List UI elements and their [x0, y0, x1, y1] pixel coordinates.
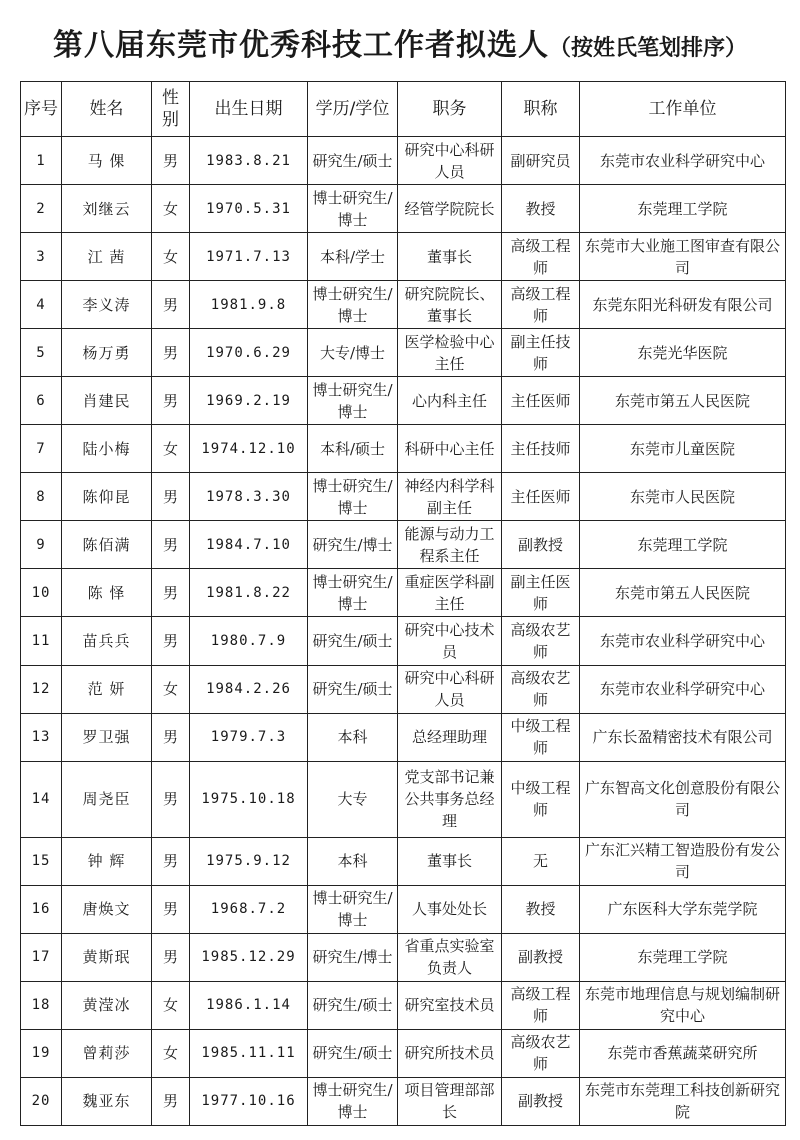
cell-gender: 男 [152, 329, 190, 377]
header-title: 职称 [502, 82, 580, 137]
table-row [21, 837, 786, 885]
cell-title: 教授 [502, 885, 580, 933]
candidates-table [20, 81, 786, 1126]
cell-name: 范 妍 [62, 665, 152, 713]
cell-position: 医学检验中心主任 [398, 329, 502, 377]
cell-gender: 男 [152, 137, 190, 185]
cell-index: 13 [21, 713, 62, 761]
cell-title: 副主任技师 [502, 329, 580, 377]
cell-index: 16 [21, 885, 62, 933]
cell-position: 神经内科学科副主任 [398, 473, 502, 521]
cell-name: 江 茜 [62, 233, 152, 281]
cell-name: 李义涛 [62, 281, 152, 329]
cell-education: 大专/博士 [308, 329, 398, 377]
cell-gender: 男 [152, 761, 190, 837]
cell-birth-date: 1978.3.30 [190, 473, 308, 521]
cell-employer: 东莞光华医院 [580, 329, 786, 377]
cell-birth-date: 1970.6.29 [190, 329, 308, 377]
table-row [21, 521, 786, 569]
cell-position: 心内科主任 [398, 377, 502, 425]
cell-gender: 男 [152, 1077, 190, 1125]
document-title [0, 20, 800, 64]
cell-birth-date: 1985.12.29 [190, 933, 308, 981]
cell-gender: 女 [152, 665, 190, 713]
table-row [21, 377, 786, 425]
cell-index: 9 [21, 521, 62, 569]
cell-education: 本科/硕士 [308, 425, 398, 473]
cell-position: 经管学院院长 [398, 185, 502, 233]
cell-birth-date: 1971.7.13 [190, 233, 308, 281]
cell-gender: 男 [152, 521, 190, 569]
cell-education: 博士研究生/博士 [308, 569, 398, 617]
cell-name: 苗兵兵 [62, 617, 152, 665]
table-row [21, 713, 786, 761]
cell-index: 14 [21, 761, 62, 837]
cell-title: 高级工程师 [502, 281, 580, 329]
cell-education: 研究生/硕士 [308, 981, 398, 1029]
title-main: 第八届东莞市优秀科技工作者拟选人 [52, 28, 549, 63]
cell-gender: 男 [152, 837, 190, 885]
cell-birth-date: 1968.7.2 [190, 885, 308, 933]
cell-employer: 东莞市东莞理工科技创新研究院 [580, 1077, 786, 1125]
cell-name: 黄斯珉 [62, 933, 152, 981]
cell-name: 陈 怿 [62, 569, 152, 617]
cell-position: 科研中心主任 [398, 425, 502, 473]
cell-title: 主任医师 [502, 377, 580, 425]
cell-title: 无 [502, 837, 580, 885]
cell-education: 本科 [308, 713, 398, 761]
cell-birth-date: 1984.7.10 [190, 521, 308, 569]
cell-employer: 东莞理工学院 [580, 933, 786, 981]
cell-gender: 女 [152, 233, 190, 281]
cell-birth-date: 1979.7.3 [190, 713, 308, 761]
cell-gender: 男 [152, 473, 190, 521]
header-education: 学历/学位 [308, 82, 398, 137]
cell-birth-date: 1975.10.18 [190, 761, 308, 837]
cell-birth-date: 1985.11.11 [190, 1029, 308, 1077]
cell-index: 10 [21, 569, 62, 617]
cell-employer: 广东长盈精密技术有限公司 [580, 713, 786, 761]
cell-employer: 东莞市农业科学研究中心 [580, 137, 786, 185]
cell-employer: 广东智高文化创意股份有限公司 [580, 761, 786, 837]
table-row [21, 933, 786, 981]
header-birth-date: 出生日期 [190, 82, 308, 137]
cell-position: 研究中心科研人员 [398, 665, 502, 713]
cell-name: 肖建民 [62, 377, 152, 425]
cell-birth-date: 1980.7.9 [190, 617, 308, 665]
cell-title: 副主任医师 [502, 569, 580, 617]
header-name: 姓名 [62, 82, 152, 137]
cell-employer: 广东医科大学东莞学院 [580, 885, 786, 933]
cell-employer: 东莞市农业科学研究中心 [580, 665, 786, 713]
cell-name: 马 倮 [62, 137, 152, 185]
cell-education: 研究生/硕士 [308, 137, 398, 185]
cell-education: 博士研究生/博士 [308, 885, 398, 933]
cell-position: 董事长 [398, 837, 502, 885]
cell-name: 曾莉莎 [62, 1029, 152, 1077]
cell-education: 研究生/硕士 [308, 617, 398, 665]
cell-title: 中级工程师 [502, 713, 580, 761]
cell-education: 博士研究生/博士 [308, 473, 398, 521]
cell-position: 研究中心科研人员 [398, 137, 502, 185]
cell-title: 高级农艺师 [502, 665, 580, 713]
cell-employer: 东莞市儿童医院 [580, 425, 786, 473]
cell-birth-date: 1975.9.12 [190, 837, 308, 885]
cell-employer: 东莞东阳光科研发有限公司 [580, 281, 786, 329]
cell-index: 18 [21, 981, 62, 1029]
cell-education: 研究生/博士 [308, 933, 398, 981]
cell-title: 副教授 [502, 933, 580, 981]
cell-birth-date: 1970.5.31 [190, 185, 308, 233]
cell-index: 8 [21, 473, 62, 521]
cell-employer: 东莞市农业科学研究中心 [580, 617, 786, 665]
cell-position: 重症医学科副主任 [398, 569, 502, 617]
cell-position: 研究所技术员 [398, 1029, 502, 1077]
cell-name: 唐焕文 [62, 885, 152, 933]
table-row [21, 665, 786, 713]
cell-index: 3 [21, 233, 62, 281]
cell-employer: 东莞理工学院 [580, 185, 786, 233]
table-row [21, 233, 786, 281]
cell-index: 12 [21, 665, 62, 713]
cell-gender: 男 [152, 617, 190, 665]
cell-index: 5 [21, 329, 62, 377]
table-row [21, 281, 786, 329]
cell-position: 能源与动力工程系主任 [398, 521, 502, 569]
table-row [21, 1077, 786, 1125]
cell-title: 副教授 [502, 521, 580, 569]
cell-title: 高级农艺师 [502, 1029, 580, 1077]
cell-gender: 男 [152, 713, 190, 761]
cell-index: 1 [21, 137, 62, 185]
cell-birth-date: 1981.9.8 [190, 281, 308, 329]
cell-position: 研究室技术员 [398, 981, 502, 1029]
cell-name: 罗卫强 [62, 713, 152, 761]
cell-title: 高级工程师 [502, 981, 580, 1029]
cell-education: 博士研究生/博士 [308, 1077, 398, 1125]
table-row [21, 761, 786, 837]
cell-employer: 东莞市香蕉蔬菜研究所 [580, 1029, 786, 1077]
cell-employer: 东莞市地理信息与规划编制研究中心 [580, 981, 786, 1029]
cell-employer: 东莞市人民医院 [580, 473, 786, 521]
cell-index: 20 [21, 1077, 62, 1125]
cell-name: 杨万勇 [62, 329, 152, 377]
cell-employer: 广东汇兴精工智造股份有发公司 [580, 837, 786, 885]
cell-title: 高级农艺师 [502, 617, 580, 665]
cell-name: 陈仰昆 [62, 473, 152, 521]
cell-gender: 女 [152, 1029, 190, 1077]
cell-index: 17 [21, 933, 62, 981]
cell-birth-date: 1977.10.16 [190, 1077, 308, 1125]
cell-employer: 东莞市第五人民医院 [580, 377, 786, 425]
header-employer: 工作单位 [580, 82, 786, 137]
cell-gender: 男 [152, 885, 190, 933]
cell-name: 周尧臣 [62, 761, 152, 837]
cell-name: 黄滢冰 [62, 981, 152, 1029]
cell-employer: 东莞理工学院 [580, 521, 786, 569]
table-body [21, 137, 786, 1126]
table-row [21, 185, 786, 233]
cell-title: 主任技师 [502, 425, 580, 473]
cell-position: 总经理助理 [398, 713, 502, 761]
table-row [21, 425, 786, 473]
cell-index: 19 [21, 1029, 62, 1077]
cell-index: 2 [21, 185, 62, 233]
cell-position: 党支部书记兼公共事务总经理 [398, 761, 502, 837]
title-subtitle: （按姓氏笔划排序） [548, 36, 747, 61]
cell-name: 魏亚东 [62, 1077, 152, 1125]
cell-education: 研究生/硕士 [308, 665, 398, 713]
table-row [21, 137, 786, 185]
cell-birth-date: 1984.2.26 [190, 665, 308, 713]
table-row [21, 1029, 786, 1077]
cell-birth-date: 1969.2.19 [190, 377, 308, 425]
table-row [21, 981, 786, 1029]
cell-index: 11 [21, 617, 62, 665]
cell-gender: 女 [152, 425, 190, 473]
cell-position: 研究院院长、董事长 [398, 281, 502, 329]
cell-gender: 男 [152, 569, 190, 617]
header-index: 序号 [21, 82, 62, 137]
cell-gender: 女 [152, 185, 190, 233]
cell-gender: 男 [152, 933, 190, 981]
cell-position: 项目管理部部长 [398, 1077, 502, 1125]
cell-position: 董事长 [398, 233, 502, 281]
cell-education: 博士研究生/博士 [308, 281, 398, 329]
cell-education: 博士研究生/博士 [308, 377, 398, 425]
cell-birth-date: 1974.12.10 [190, 425, 308, 473]
cell-name: 钟 辉 [62, 837, 152, 885]
cell-education: 大专 [308, 761, 398, 837]
cell-gender: 男 [152, 377, 190, 425]
cell-employer: 东莞市大业施工图审查有限公司 [580, 233, 786, 281]
cell-name: 陈佰满 [62, 521, 152, 569]
cell-title: 高级工程师 [502, 233, 580, 281]
cell-title: 教授 [502, 185, 580, 233]
cell-title: 中级工程师 [502, 761, 580, 837]
cell-birth-date: 1983.8.21 [190, 137, 308, 185]
cell-position: 人事处处长 [398, 885, 502, 933]
cell-education: 研究生/博士 [308, 521, 398, 569]
table-row [21, 569, 786, 617]
cell-index: 4 [21, 281, 62, 329]
table-header-row [21, 82, 786, 137]
cell-education: 本科/学士 [308, 233, 398, 281]
cell-education: 本科 [308, 837, 398, 885]
table-row [21, 473, 786, 521]
header-gender: 性别 [152, 82, 190, 137]
cell-index: 7 [21, 425, 62, 473]
cell-gender: 女 [152, 981, 190, 1029]
header-position: 职务 [398, 82, 502, 137]
cell-employer: 东莞市第五人民医院 [580, 569, 786, 617]
cell-title: 副教授 [502, 1077, 580, 1125]
table-row [21, 329, 786, 377]
cell-name: 陆小梅 [62, 425, 152, 473]
cell-name: 刘继云 [62, 185, 152, 233]
cell-education: 博士研究生/博士 [308, 185, 398, 233]
cell-title: 副研究员 [502, 137, 580, 185]
cell-title: 主任医师 [502, 473, 580, 521]
cell-position: 省重点实验室负责人 [398, 933, 502, 981]
cell-education: 研究生/硕士 [308, 1029, 398, 1077]
cell-gender: 男 [152, 281, 190, 329]
cell-position: 研究中心技术员 [398, 617, 502, 665]
cell-birth-date: 1986.1.14 [190, 981, 308, 1029]
cell-index: 6 [21, 377, 62, 425]
cell-birth-date: 1981.8.22 [190, 569, 308, 617]
table-row [21, 617, 786, 665]
cell-index: 15 [21, 837, 62, 885]
table-row [21, 885, 786, 933]
